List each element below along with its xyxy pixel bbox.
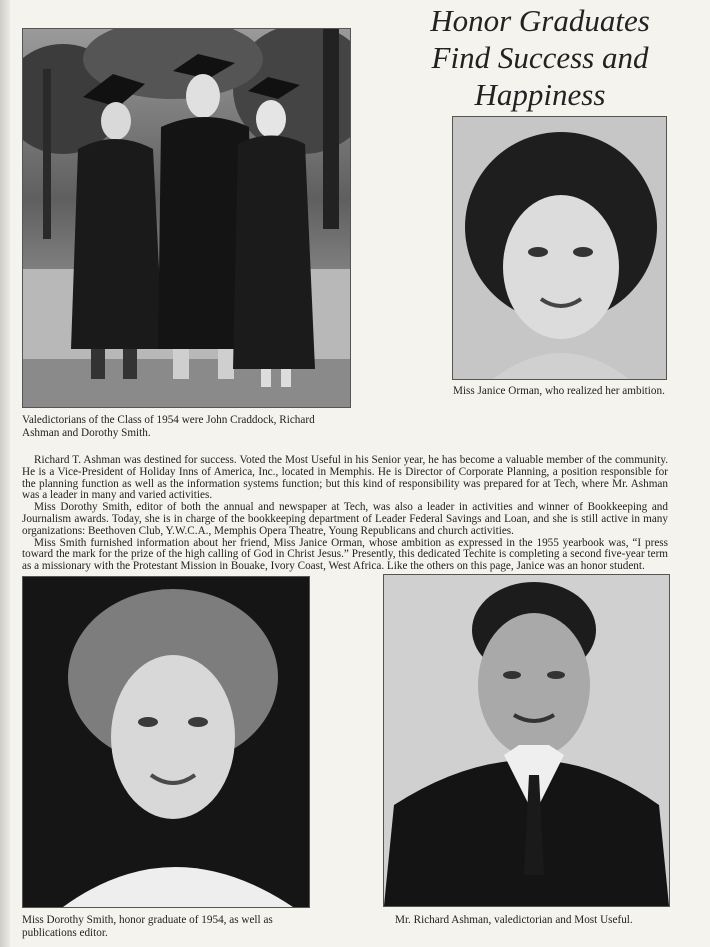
dorothy-smith-portrait (22, 576, 310, 908)
janice-orman-portrait (452, 116, 667, 380)
dorothy-caption: Miss Dorothy Smith, honor graduate of 1954, as well as publications editor. (22, 914, 273, 939)
article-paragraph-ashman: Richard T. Ashman was destined for success. Voted the Most Useful in his Senior year, he has become a valuable member of the community. He is a Vice-President of Holiday Inns of America, Inc., located in Memphis. He is Director of Corporate Planning, a position responsible for the planning function as well as the information systems function; but this kind of responsibility was prepared for at Tech, where Mr. Ashman was a leader in many and varied activities. (22, 454, 668, 502)
page-title (395, 2, 685, 113)
article-paragraph-orman: Miss Smith furnished information about her friend, Miss Janice Orman, whose ambition as expressed in the 1955 yearbook was, “I press toward the mark for the prize of the high calling of God in Christ Jesus.” Presently, this dedicated Techite is completing a second five-year term as a missionary with the Protestant Mission in Bouake, Ivory Coast, West Africa. Like the others on this page, Janice was an honor student. (22, 536, 668, 573)
title-line-3: Happiness (474, 77, 606, 112)
title-line-2: Find Success and (431, 40, 649, 75)
article-paragraph-smith: Miss Dorothy Smith, editor of both the annual and newspaper at Tech, was also a leader in activities and winner of Bookkeeping and Journalism awards. Today, she is in charge of the bookkeeping department of Leader Federal Savings and Loan, and she is still active in many organizations: Beethoven Club, Y.W.C.A., Memphis Opera Theatre, Young Republicans and church activities. (22, 501, 668, 537)
page-binding-edge (0, 0, 10, 947)
janice-caption: Miss Janice Orman, who realized her ambition. (453, 385, 665, 397)
valedictorians-caption: Valedictorians of the Class of 1954 were John Craddock, Richard Ashman and Dorothy Smith. (22, 414, 315, 439)
richard-caption: Mr. Richard Ashman, valedictorian and Most Useful. (395, 914, 633, 926)
title-line-1: Honor Graduates (430, 3, 650, 38)
valedictorians-photo (22, 28, 351, 408)
richard-ashman-portrait (383, 574, 670, 907)
article-body (22, 455, 668, 573)
